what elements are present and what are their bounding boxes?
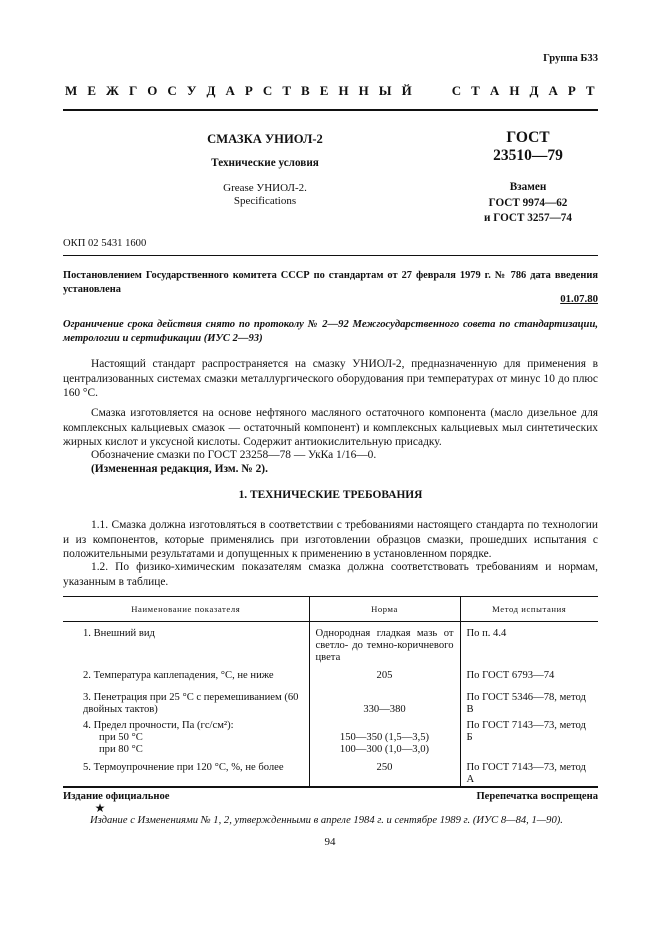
row-method: По ГОСТ 7143—73, метод Б [460, 718, 598, 760]
english-subtitle: Specifications [233, 195, 297, 207]
section-title: 1. ТЕХНИЧЕСКИЕ ТРЕБОВАНИЯ [238, 489, 423, 501]
gost-label: ГОСТ [506, 129, 550, 146]
banner-interstate: М Е Ж Г О С У Д А Р С Т В Е Н Н Ы Й [65, 83, 416, 98]
official-edition: Издание официальное [63, 791, 170, 802]
requirements-table [63, 596, 598, 787]
replaces-standard-1: ГОСТ 9974—62 [488, 197, 568, 209]
document-subtitle: Технические условия [211, 157, 319, 169]
header-indicator: Наименование показателя [63, 597, 309, 622]
okp-rule [63, 255, 598, 256]
okp-code: ОКП 02 5431 1600 [63, 238, 147, 249]
group-code: Группа Б33 [543, 53, 598, 64]
intro-paragraph-1: Настоящий стандарт распространяется на смазку УНИОЛ-2, предназначенную для применения в централизованных системах смазки металлургического оборудования при температурах от минус 10 до плюс 160 °С. [63, 358, 598, 400]
table-row [63, 760, 598, 787]
table-row [63, 668, 598, 690]
header-norm: Норма [309, 597, 460, 622]
replaces-standard-2: и ГОСТ 3257—74 [483, 212, 572, 224]
row-method: По ГОСТ 7143—73, метод А [460, 760, 598, 787]
intro-paragraph-2: Смазка изготовляется на основе нефтяного масляного остаточного компонента (масло дизельное для комплексных кальциевых смазок — остаточный компонент) и комплексных кальциевых мыл синтетических жирных кислот и уксусной кислоты. Содержит антиокислительную присадку. [63, 407, 598, 449]
table-row [63, 690, 598, 718]
footer-rule [63, 787, 598, 788]
row-indicator: 1. Внешний вид [83, 628, 155, 639]
row-norm: 250 [309, 760, 460, 787]
star-icon: ★ [94, 801, 106, 815]
banner-standard: С Т А Н Д А Р Т [451, 83, 598, 98]
table-row [63, 622, 598, 669]
header-rule [63, 109, 598, 111]
table-row [63, 718, 598, 760]
replaces-label: Взамен [509, 181, 547, 193]
page-number: 94 [324, 836, 336, 848]
introduction-date: 01.07.80 [560, 293, 598, 305]
row-norm: 330—380 [309, 690, 460, 718]
row-indicator: 5. Термоупрочнение при 120 °С, %, не более [63, 760, 309, 787]
document-title: СМАЗКА УНИОЛ-2 [207, 132, 323, 146]
reprint-prohibited: Перепечатка воспрещена [476, 791, 598, 802]
row-norm: Однородная гладкая мазь от светло- до темно-коричневого цвета [309, 622, 460, 669]
row-method: По ГОСТ 6793—74 [460, 668, 598, 690]
row-indicator [63, 718, 309, 760]
row-indicator-sub-50: при 50 °С [99, 732, 143, 744]
row-norm-50: 150—350 (1,5—3,5) [339, 732, 430, 743]
decree-text: Постановлением Государственного комитета СССР по стандартам от 27 февраля 1979 г. № 786 дата введения установлена [63, 270, 598, 295]
header-method: Метод испытания [460, 597, 598, 622]
row-norm [309, 718, 460, 760]
english-title: Grease УНИОЛ-2. [223, 182, 307, 194]
section-paragraph-1-2: 1.2. По физико-химическим показателям смазка должна соответствовать требованиям и нормам, указанным в таблице. [63, 561, 598, 588]
row-indicator: 2. Температура каплепадения, °С, не ниже [83, 670, 274, 681]
limit-note: Ограничение срока действия снято по протоколу № 2—92 Межгосударственного совета по стандартизации, метрологии и сертификации (ИУС 2—93) [63, 319, 598, 344]
row-indicator-title: 4. Предел прочности, Па (гс/см²): [83, 720, 234, 731]
row-indicator-sub-80: при 80 °С [99, 744, 143, 756]
intro-paragraph-3: Обозначение смазки по ГОСТ 23258—78 — УкКа 1/16—0. [91, 449, 377, 461]
gost-number: 23510—79 [493, 147, 563, 164]
edition-note: Издание с Изменениями № 1, 2, утвержденными в апреле 1984 г. и сентябре 1989 г. (ИУС 8—84, 1—90). [90, 815, 563, 826]
row-norm-80: 100—300 (1,0—3,0) [339, 744, 430, 756]
row-norm: 205 [309, 668, 460, 690]
row-method: По ГОСТ 5346—78, метод В [460, 690, 598, 718]
section-paragraph-1-1: 1.1. Смазка должна изготовляться в соответствии с требованиями настоящего стандарта по технологии и из компонентов, которые применялись при изготовлении образцов смазки, прошедших испытания с положительными результатами и допущенных к применению в установленном порядке. [63, 519, 598, 561]
amendment-note: (Измененная редакция, Изм. № 2). [91, 463, 268, 475]
row-method: По п. 4.4 [460, 622, 598, 669]
table-header-row [63, 597, 598, 622]
row-indicator: 3. Пенетрация при 25 °С с перемешиванием (60 двойных тактов) [83, 692, 299, 716]
